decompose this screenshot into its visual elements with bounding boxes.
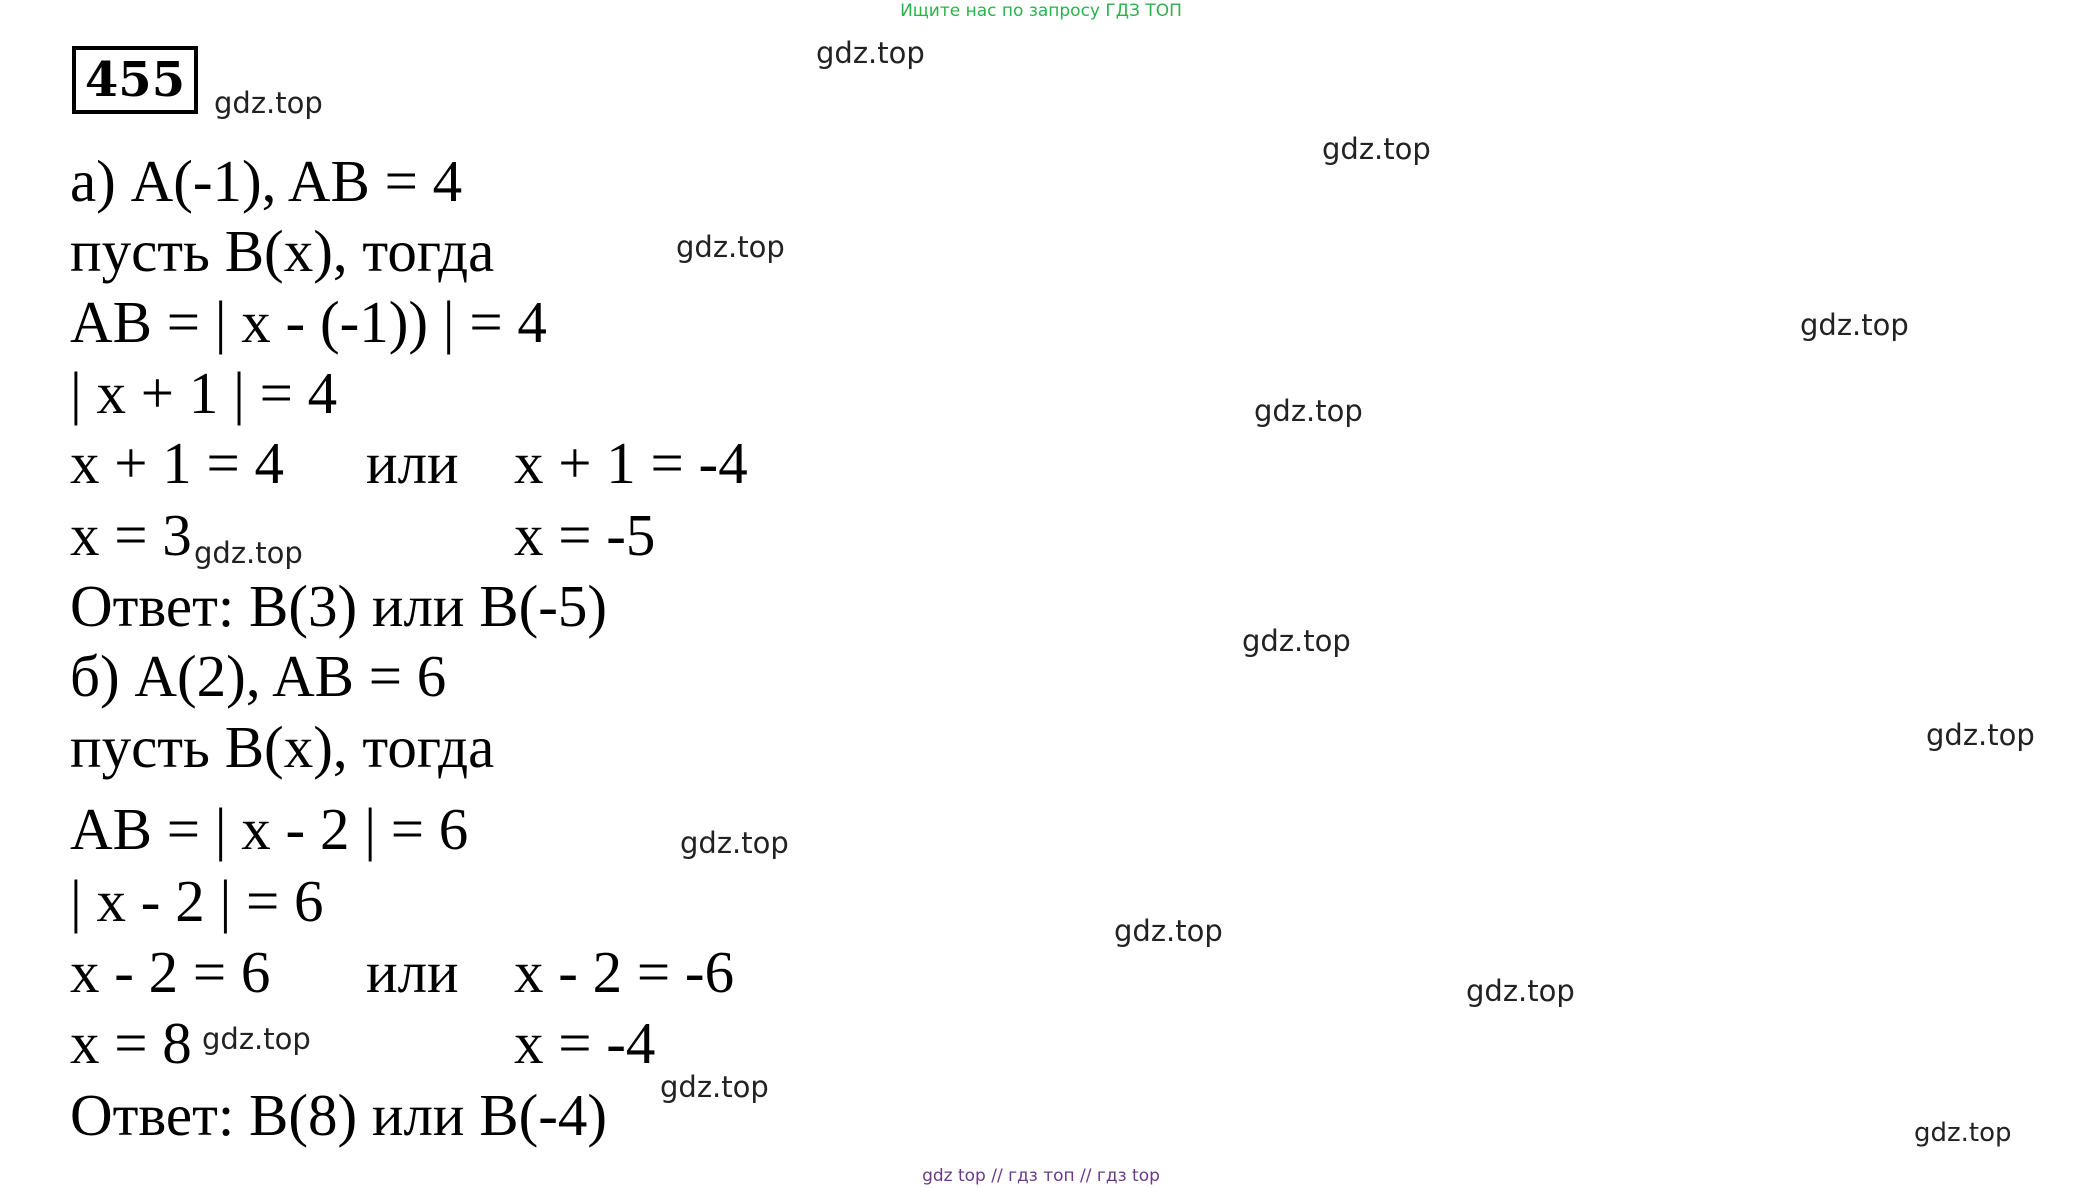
part-a-or: или [366, 430, 459, 496]
part-b-root-left: x = 8 [70, 1010, 192, 1076]
watermark: gdz.top [202, 1022, 311, 1056]
watermark: gdz.top [194, 536, 303, 570]
part-b-case-right: x - 2 = -6 [514, 939, 735, 1005]
watermark: gdz.top [1466, 974, 1575, 1008]
task-number: 455 [72, 46, 198, 114]
part-a-case-left: x + 1 = 4 [70, 430, 285, 496]
part-b-distance-line: AB = | x - 2 | = 6 [70, 796, 469, 862]
watermark: gdz.top [816, 36, 925, 70]
part-a-answer: Ответ: B(3) или B(-5) [70, 573, 608, 639]
watermark: gdz.top [1914, 1118, 2012, 1148]
watermark: gdz.top [214, 86, 323, 120]
watermark: gdz.top [1926, 718, 2035, 752]
part-a-condition: а) A(-1), AB = 4 [70, 148, 463, 214]
part-a-let-line: пусть B(x), тогда [70, 218, 495, 284]
watermark: gdz.top [1800, 308, 1909, 342]
watermark: gdz.top [1254, 394, 1363, 428]
part-a-abs-equation: | x + 1 | = 4 [70, 360, 338, 426]
part-b-abs-equation: | x - 2 | = 6 [70, 868, 324, 934]
watermark: gdz.top [1114, 914, 1223, 948]
part-b-root-right: x = -4 [514, 1010, 656, 1076]
part-b-condition: б) A(2), AB = 6 [70, 643, 447, 709]
part-a-root-left: x = 3 [70, 502, 192, 568]
part-b-let-line: пусть B(x), тогда [70, 714, 495, 780]
part-a-case-right: x + 1 = -4 [514, 430, 748, 496]
part-a-root-right: x = -5 [514, 502, 656, 568]
part-b-answer: Ответ: B(8) или B(-4) [70, 1082, 608, 1148]
header-note: Ищите нас по запросу ГДЗ ТОП [900, 1, 1182, 21]
watermark: gdz.top [680, 826, 789, 860]
watermark: gdz.top [660, 1070, 769, 1104]
watermark: gdz.top [1242, 624, 1351, 658]
watermark: gdz.top [1322, 132, 1431, 166]
part-a-distance-line: AB = | x - (-1)) | = 4 [70, 289, 547, 355]
part-b-or: или [366, 939, 459, 1005]
footer-note: gdz top // гдз топ // гдз top [922, 1166, 1160, 1186]
watermark: gdz.top [676, 230, 785, 264]
part-b-case-left: x - 2 = 6 [70, 939, 271, 1005]
